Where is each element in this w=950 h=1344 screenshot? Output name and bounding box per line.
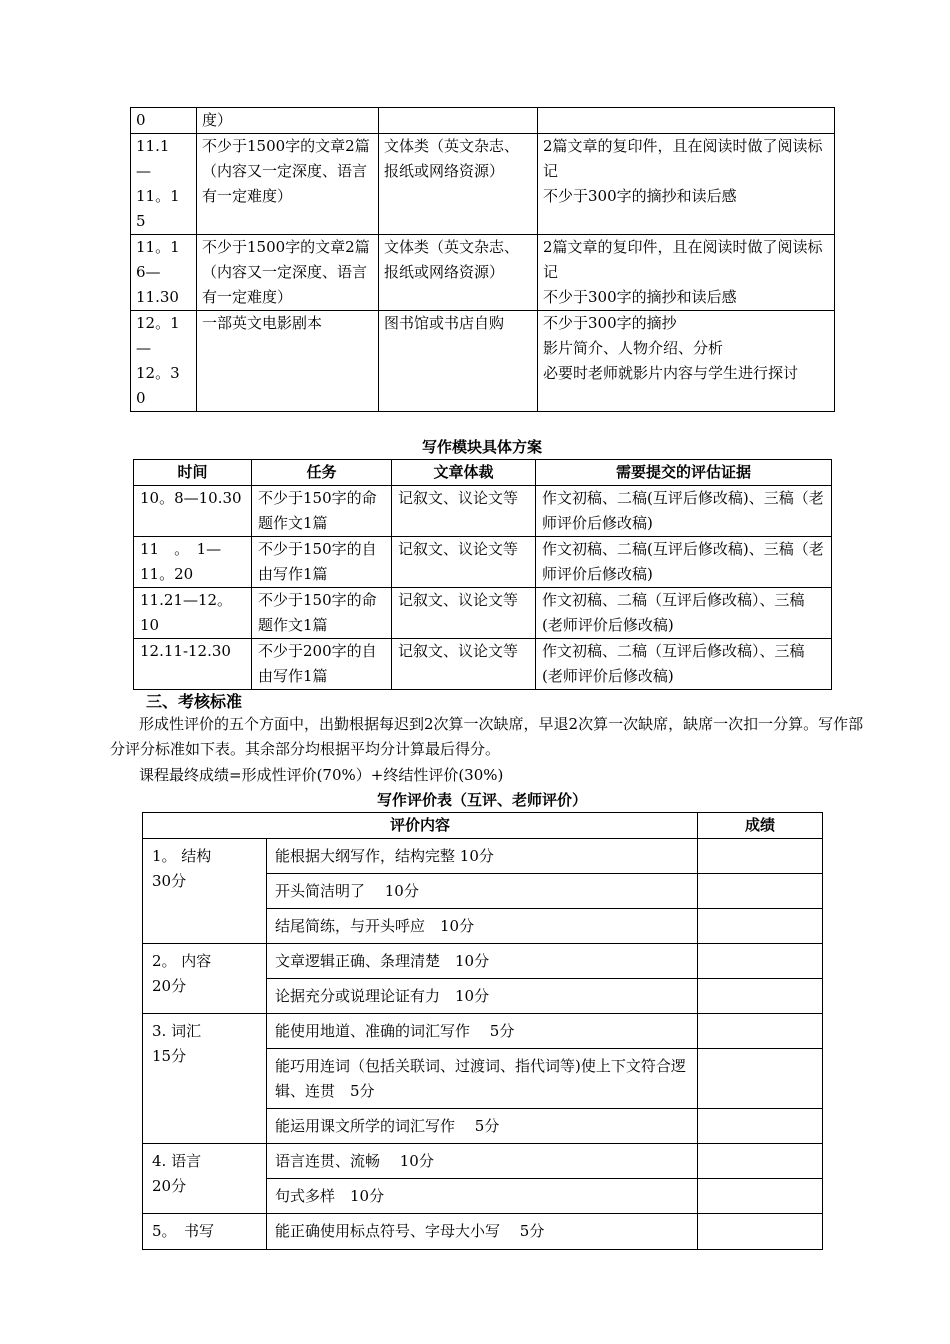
time-cell: 11。1 6— 11.30 [131, 235, 197, 311]
task-cell: 不少于1500字的文章2篇（内容又一定深度、语言有一定难度） [197, 235, 379, 311]
evidence-cell: 作文初稿、二稿(互评后修改稿)、三稿（老师评价后修改稿) [536, 537, 832, 588]
table-row [143, 1144, 823, 1179]
genre-cell: 文体类（英文杂志、报纸或网络资源） [379, 134, 538, 235]
final-grade-formula: 课程最终成绩=形成性评价(70%）+终结性评价(30%) [139, 766, 504, 784]
genre-cell [379, 108, 538, 134]
evidence-cell: 作文初稿、二稿（互评后修改稿）、三稿(老师评价后修改稿) [536, 639, 832, 690]
category-cell: 2。 内容 20分 [143, 944, 267, 1014]
table-header-row [143, 813, 823, 839]
table-row [131, 134, 835, 235]
evidence-cell: 作文初稿、二稿（互评后修改稿）、三稿(老师评价后修改稿) [536, 588, 832, 639]
evidence-cell [538, 108, 835, 134]
time-cell: 11.21—12。10 [134, 588, 252, 639]
criterion-cell: 语言连贯、流畅 10分 [267, 1144, 698, 1179]
category-cell: 3. 词汇 15分 [143, 1014, 267, 1144]
genre-cell: 记叙文、议论文等 [392, 639, 536, 690]
genre-cell: 记叙文、议论文等 [392, 588, 536, 639]
score-cell[interactable] [698, 1214, 823, 1250]
section-heading: 三、考核标准 [146, 692, 243, 711]
task-cell: 不少于1500字的文章2篇（内容又一定深度、语言有一定难度） [197, 134, 379, 235]
reading-plan-table [130, 107, 835, 412]
score-cell[interactable] [698, 874, 823, 909]
criterion-cell: 开头简洁明了 10分 [267, 874, 698, 909]
table-row [134, 486, 832, 537]
criterion-cell: 论据充分或说理论证有力 10分 [267, 979, 698, 1014]
task-cell: 不少于150字的命题作文1篇 [252, 486, 392, 537]
time-cell: 0 [131, 108, 197, 134]
table-row [131, 311, 835, 412]
score-cell[interactable] [698, 1109, 823, 1144]
category-cell: 1。 结构 30分 [143, 839, 267, 944]
time-cell: 10。8—10.30 [134, 486, 252, 537]
criterion-cell: 能巧用连词（包括关联词、过渡词、指代词等)使上下文符合逻辑、连贯 5分 [267, 1049, 698, 1109]
table-row [143, 1214, 823, 1250]
writing-plan-title: 写作模块具体方案 [421, 438, 542, 456]
task-cell: 不少于200字的自由写作1篇 [252, 639, 392, 690]
evidence-cell: 2篇文章的复印件，且在阅读时做了阅读标记 不少于300字的摘抄和读后感 [538, 134, 835, 235]
time-cell: 12.11-12.30 [134, 639, 252, 690]
score-cell[interactable] [698, 1049, 823, 1109]
criterion-cell: 文章逻辑正确、条理清楚 10分 [267, 944, 698, 979]
criterion-cell: 结尾简练，与开头呼应 10分 [267, 909, 698, 944]
score-cell[interactable] [698, 839, 823, 874]
eval-table-title: 写作评价表（互评、老师评价） [376, 791, 587, 809]
criterion-cell: 能运用课文所学的词汇写作 5分 [267, 1109, 698, 1144]
time-cell: 11 。 1—11。20 [134, 537, 252, 588]
genre-cell: 图书馆或书店自购 [379, 311, 538, 412]
writing-plan-table [133, 459, 832, 690]
column-header-content: 评价内容 [143, 813, 698, 839]
time-cell: 11.1 — 11。1 5 [131, 134, 197, 235]
evidence-cell: 作文初稿、二稿(互评后修改稿)、三稿（老师评价后修改稿) [536, 486, 832, 537]
criterion-cell: 能根据大纲写作，结构完整 10分 [267, 839, 698, 874]
genre-cell: 文体类（英文杂志、报纸或网络资源） [379, 235, 538, 311]
table-row [143, 839, 823, 874]
column-header-score: 成绩 [698, 813, 823, 839]
score-cell[interactable] [698, 944, 823, 979]
column-header-time: 时间 [134, 460, 252, 486]
column-header-task: 任务 [252, 460, 392, 486]
criterion-cell: 能使用地道、准确的词汇写作 5分 [267, 1014, 698, 1049]
category-cell: 5。 书写 [143, 1214, 267, 1250]
task-cell: 度） [197, 108, 379, 134]
criterion-cell: 句式多样 10分 [267, 1179, 698, 1214]
time-cell: 12。1 — 12。3 0 [131, 311, 197, 412]
score-cell[interactable] [698, 1014, 823, 1049]
assessment-paragraph: 形成性评价的五个方面中，出勤根据每迟到2次算一次缺席，早退2次算一次缺席，缺席一次扣一分算。写作部分评分标准如下表。其余部分均根据平均分计算最后得分。 [110, 715, 864, 758]
column-header-genre: 文章体裁 [392, 460, 536, 486]
genre-cell: 记叙文、议论文等 [392, 486, 536, 537]
table-header-row [134, 460, 832, 486]
table-row [134, 537, 832, 588]
table-row [131, 235, 835, 311]
genre-cell: 记叙文、议论文等 [392, 537, 536, 588]
score-cell[interactable] [698, 909, 823, 944]
score-cell[interactable] [698, 1179, 823, 1214]
evidence-cell: 2篇文章的复印件，且在阅读时做了阅读标记 不少于300字的摘抄和读后感 [538, 235, 835, 311]
task-cell: 一部英文电影剧本 [197, 311, 379, 412]
task-cell: 不少于150字的自由写作1篇 [252, 537, 392, 588]
table-row [134, 639, 832, 690]
criterion-cell: 能正确使用标点符号、字母大小写 5分 [267, 1214, 698, 1250]
column-header-evidence: 需要提交的评估证据 [536, 460, 832, 486]
table-row [143, 944, 823, 979]
table-row [134, 588, 832, 639]
score-cell[interactable] [698, 979, 823, 1014]
writing-evaluation-table [142, 812, 823, 1250]
task-cell: 不少于150字的命题作文1篇 [252, 588, 392, 639]
table-row [131, 108, 835, 134]
score-cell[interactable] [698, 1144, 823, 1179]
evidence-cell: 不少于300字的摘抄 影片简介、人物介绍、分析 必要时老师就影片内容与学生进行探讨 [538, 311, 835, 412]
table-row [143, 1014, 823, 1049]
category-cell: 4. 语言 20分 [143, 1144, 267, 1214]
